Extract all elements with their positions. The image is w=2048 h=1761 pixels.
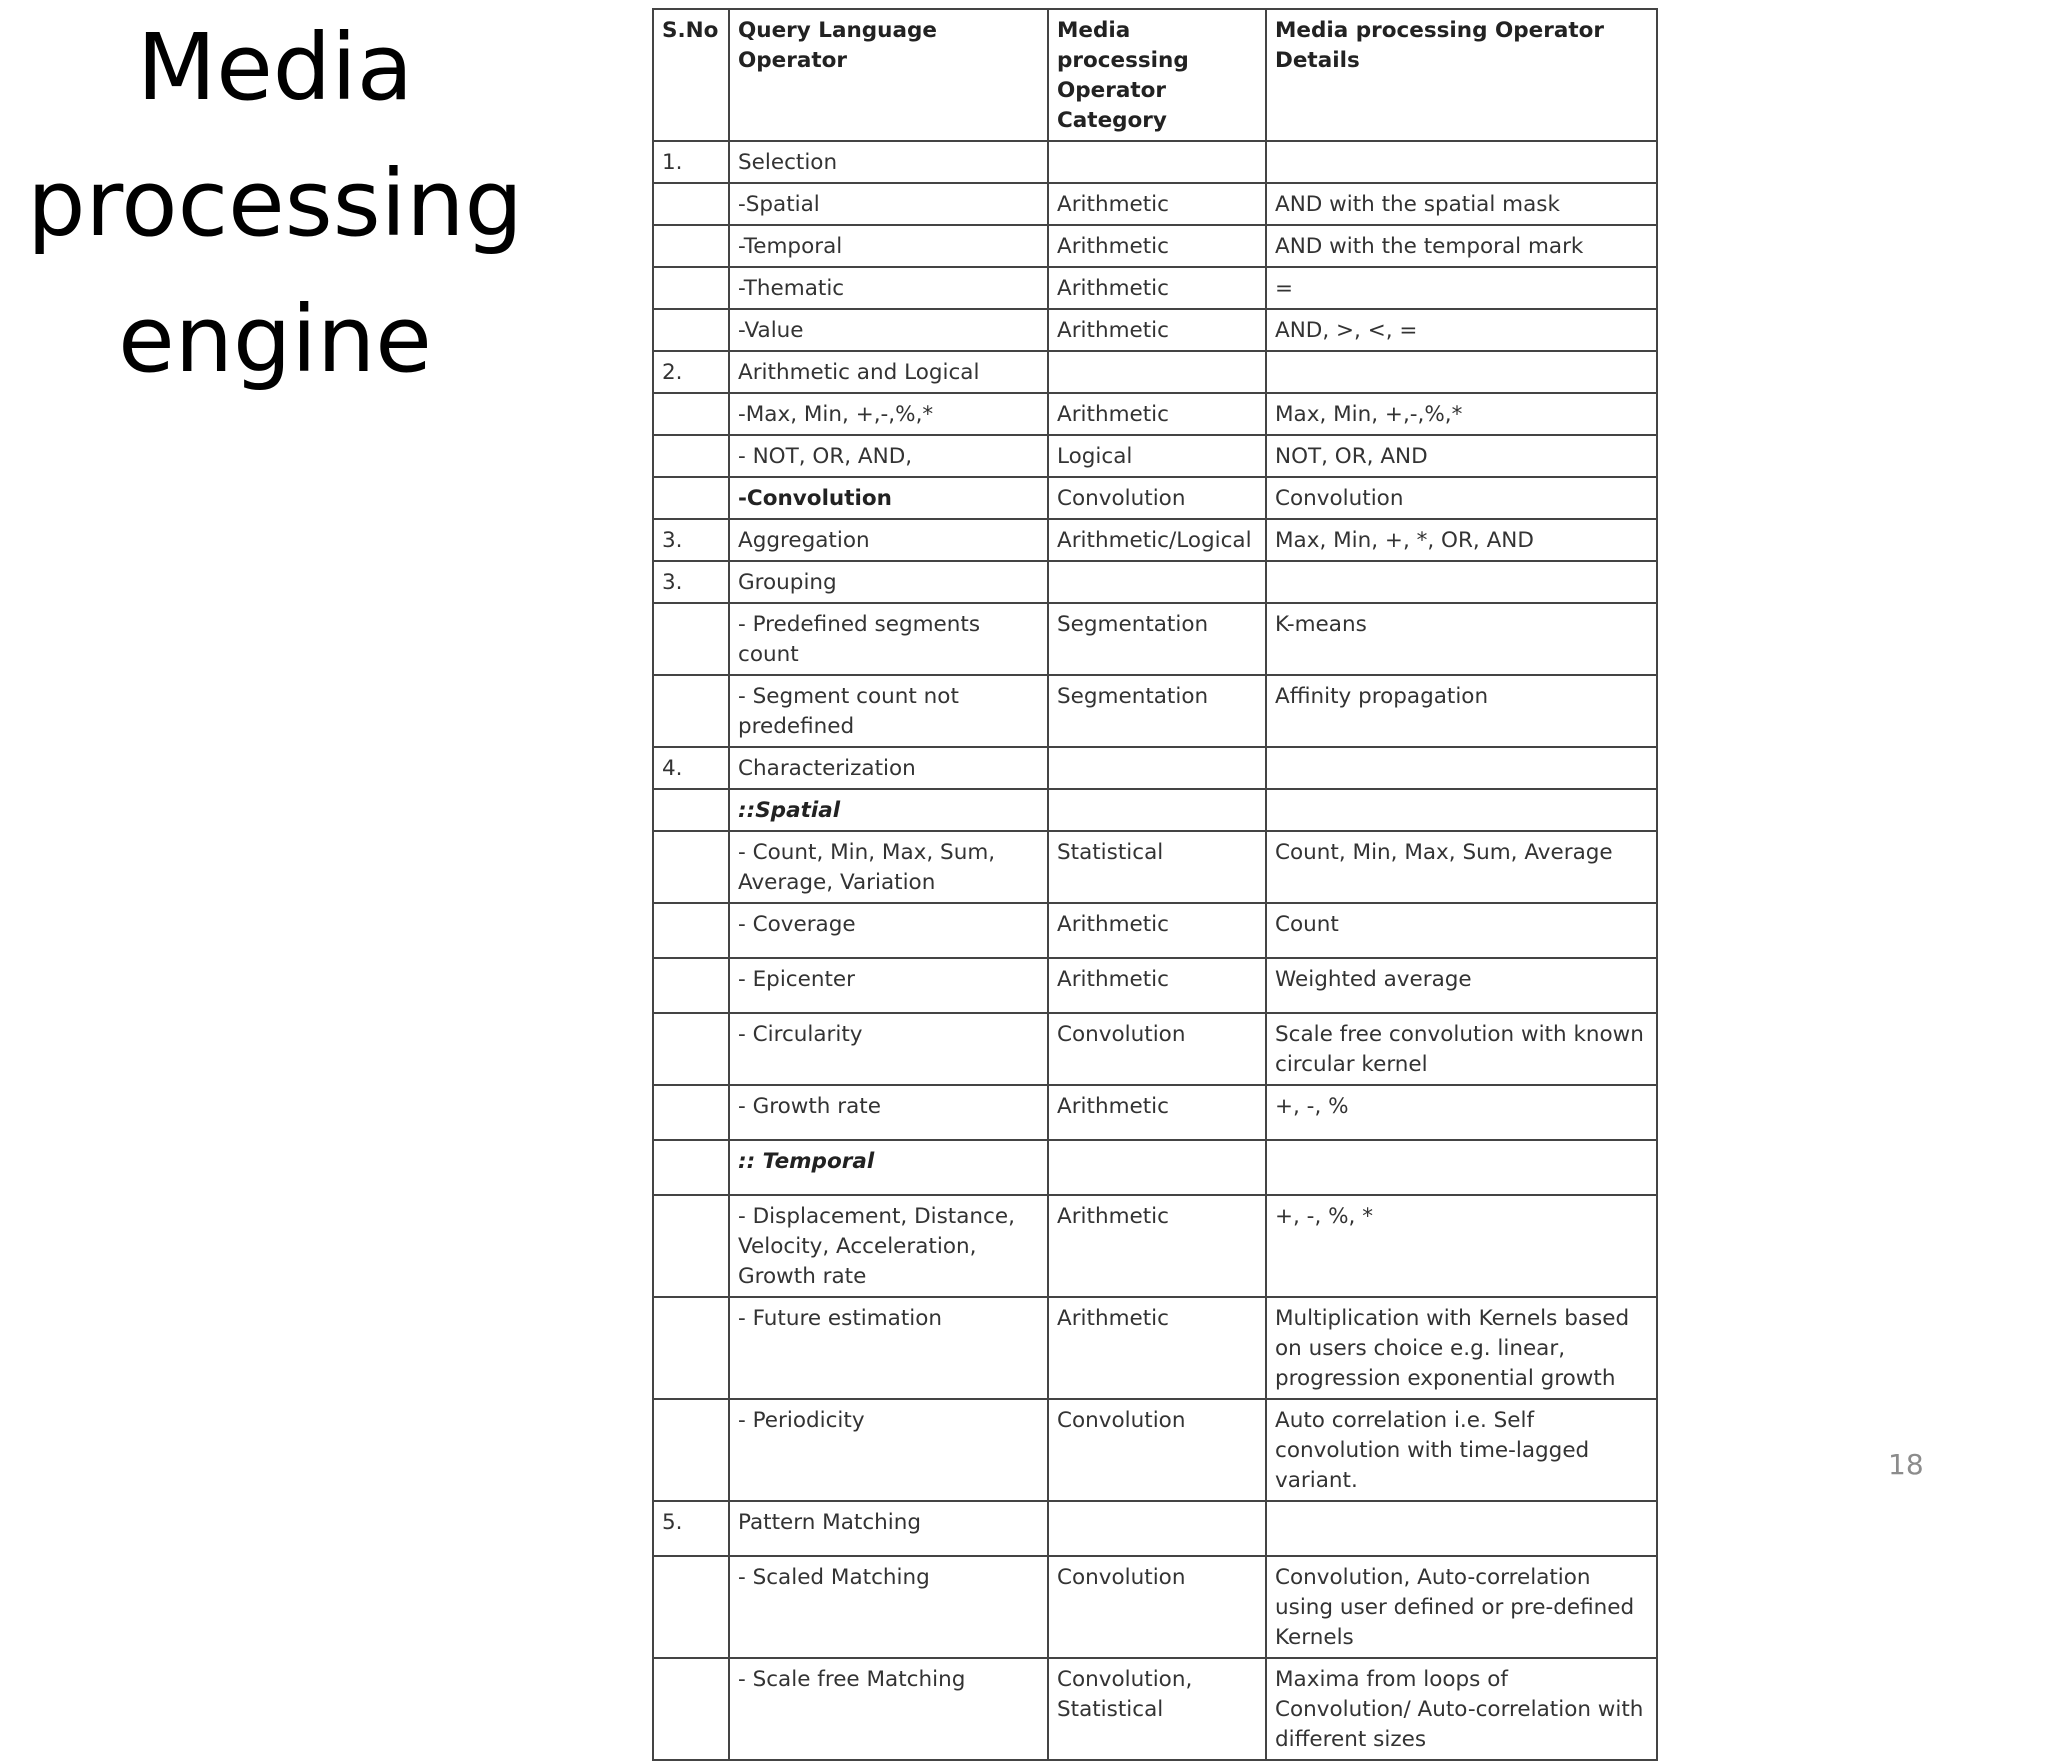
table-row — [653, 603, 1657, 675]
cell-operator: - NOT, OR, AND, — [729, 435, 1048, 477]
cell-sno: 3. — [653, 561, 729, 603]
cell-category — [1048, 351, 1266, 393]
cell-operator: Aggregation — [729, 519, 1048, 561]
cell-operator: - Displacement, Distance, Velocity, Acceleration, Growth rate — [729, 1195, 1048, 1297]
cell-operator: Characterization — [729, 747, 1048, 789]
header-query-operator: Query Language Operator — [729, 9, 1048, 141]
table-row — [653, 477, 1657, 519]
cell-category: Convolution — [1048, 1556, 1266, 1658]
table-row — [653, 141, 1657, 183]
cell-operator: - Segment count not predefined — [729, 675, 1048, 747]
table-row — [653, 351, 1657, 393]
cell-operator: :: Temporal — [729, 1140, 1048, 1195]
cell-category: Logical — [1048, 435, 1266, 477]
cell-operator: - Coverage — [729, 903, 1048, 958]
cell-details: Max, Min, +, *, OR, AND — [1266, 519, 1657, 561]
cell-sno — [653, 435, 729, 477]
cell-sno — [653, 831, 729, 903]
table-header-row — [653, 9, 1657, 141]
header-operator-details: Media processing Operator Details — [1266, 9, 1657, 141]
cell-details: Maxima from loops of Convolution/ Auto-correlation with different sizes — [1266, 1658, 1657, 1760]
table-row — [653, 267, 1657, 309]
cell-details: Count — [1266, 903, 1657, 958]
table-row — [653, 225, 1657, 267]
table-row — [653, 1556, 1657, 1658]
cell-sno — [653, 309, 729, 351]
cell-sno — [653, 1399, 729, 1501]
cell-category: Convolution, Statistical — [1048, 1658, 1266, 1760]
cell-category — [1048, 1501, 1266, 1556]
table-row — [653, 1140, 1657, 1195]
cell-category: Convolution — [1048, 1399, 1266, 1501]
cell-details: AND with the temporal mark — [1266, 225, 1657, 267]
cell-details: K-means — [1266, 603, 1657, 675]
cell-sno — [653, 477, 729, 519]
cell-category: Arithmetic — [1048, 958, 1266, 1013]
page-number: 18 — [1888, 1448, 1924, 1481]
cell-sno — [653, 1013, 729, 1085]
cell-details: Max, Min, +,-,%,* — [1266, 393, 1657, 435]
cell-details — [1266, 561, 1657, 603]
cell-details — [1266, 1501, 1657, 1556]
cell-operator: ::Spatial — [729, 789, 1048, 831]
cell-operator: -Value — [729, 309, 1048, 351]
cell-details: Affinity propagation — [1266, 675, 1657, 747]
cell-details — [1266, 1140, 1657, 1195]
header-operator-category: Media processing Operator Category — [1048, 9, 1266, 141]
cell-sno — [653, 267, 729, 309]
operator-table — [652, 8, 1658, 1761]
table-row — [653, 1399, 1657, 1501]
cell-category: Arithmetic — [1048, 1195, 1266, 1297]
table-row — [653, 747, 1657, 789]
cell-sno — [653, 903, 729, 958]
cell-category — [1048, 141, 1266, 183]
table-row — [653, 309, 1657, 351]
cell-category — [1048, 1140, 1266, 1195]
cell-operator: - Circularity — [729, 1013, 1048, 1085]
table-row — [653, 183, 1657, 225]
table-row — [653, 831, 1657, 903]
cell-details: NOT, OR, AND — [1266, 435, 1657, 477]
cell-category: Arithmetic — [1048, 309, 1266, 351]
cell-details: AND with the spatial mask — [1266, 183, 1657, 225]
cell-details: +, -, %, * — [1266, 1195, 1657, 1297]
table-row — [653, 1195, 1657, 1297]
cell-details — [1266, 747, 1657, 789]
header-sno: S.No — [653, 9, 729, 141]
cell-details — [1266, 351, 1657, 393]
cell-operator: Arithmetic and Logical — [729, 351, 1048, 393]
cell-operator: -Temporal — [729, 225, 1048, 267]
cell-operator: - Predefined segments count — [729, 603, 1048, 675]
cell-category: Arithmetic — [1048, 1297, 1266, 1399]
cell-category: Convolution — [1048, 477, 1266, 519]
cell-operator: -Convolution — [729, 477, 1048, 519]
cell-details — [1266, 141, 1657, 183]
slide-title-line: processing — [27, 150, 523, 257]
cell-sno — [653, 958, 729, 1013]
cell-sno — [653, 183, 729, 225]
cell-sno — [653, 1297, 729, 1399]
table-row — [653, 1297, 1657, 1399]
cell-sno — [653, 393, 729, 435]
cell-details: = — [1266, 267, 1657, 309]
cell-category: Arithmetic — [1048, 225, 1266, 267]
cell-sno: 1. — [653, 141, 729, 183]
table-row — [653, 675, 1657, 747]
cell-details — [1266, 789, 1657, 831]
table-row — [653, 435, 1657, 477]
cell-operator: -Max, Min, +,-,%,* — [729, 393, 1048, 435]
cell-sno: 3. — [653, 519, 729, 561]
table-row — [653, 1658, 1657, 1760]
cell-sno — [653, 603, 729, 675]
cell-category: Segmentation — [1048, 603, 1266, 675]
table-row — [653, 561, 1657, 603]
cell-category: Segmentation — [1048, 675, 1266, 747]
table-row — [653, 958, 1657, 1013]
cell-details: Weighted average — [1266, 958, 1657, 1013]
cell-sno: 5. — [653, 1501, 729, 1556]
cell-details: Count, Min, Max, Sum, Average — [1266, 831, 1657, 903]
table-row — [653, 1501, 1657, 1556]
cell-sno — [653, 789, 729, 831]
cell-operator: Selection — [729, 141, 1048, 183]
slide-title — [10, 0, 540, 408]
operator-table-container — [652, 8, 1656, 1752]
cell-category: Statistical — [1048, 831, 1266, 903]
cell-operator: - Epicenter — [729, 958, 1048, 1013]
table-row — [653, 519, 1657, 561]
cell-details: AND, >, <, = — [1266, 309, 1657, 351]
table-row — [653, 1013, 1657, 1085]
cell-operator: Pattern Matching — [729, 1501, 1048, 1556]
slide-title-line: Media — [136, 14, 414, 121]
cell-operator: - Growth rate — [729, 1085, 1048, 1140]
cell-operator: - Future estimation — [729, 1297, 1048, 1399]
cell-operator: - Periodicity — [729, 1399, 1048, 1501]
cell-operator: -Spatial — [729, 183, 1048, 225]
cell-details: Multiplication with Kernels based on users choice e.g. linear, progression exponential growth — [1266, 1297, 1657, 1399]
cell-details: Auto correlation i.e. Self convolution with time-lagged variant. — [1266, 1399, 1657, 1501]
cell-sno: 4. — [653, 747, 729, 789]
cell-sno — [653, 675, 729, 747]
cell-sno — [653, 1556, 729, 1658]
cell-sno — [653, 1658, 729, 1760]
cell-category: Arithmetic — [1048, 1085, 1266, 1140]
cell-category: Arithmetic — [1048, 267, 1266, 309]
cell-details: Scale free convolution with known circular kernel — [1266, 1013, 1657, 1085]
cell-category — [1048, 747, 1266, 789]
cell-operator: - Scale free Matching — [729, 1658, 1048, 1760]
cell-category: Arithmetic — [1048, 183, 1266, 225]
table-row — [653, 393, 1657, 435]
cell-sno — [653, 1085, 729, 1140]
cell-details: Convolution — [1266, 477, 1657, 519]
cell-category: Convolution — [1048, 1013, 1266, 1085]
cell-sno — [653, 1195, 729, 1297]
cell-operator: - Scaled Matching — [729, 1556, 1048, 1658]
cell-category: Arithmetic/Logical — [1048, 519, 1266, 561]
cell-sno: 2. — [653, 351, 729, 393]
cell-category: Arithmetic — [1048, 393, 1266, 435]
cell-category — [1048, 561, 1266, 603]
table-row — [653, 789, 1657, 831]
cell-operator: - Count, Min, Max, Sum, Average, Variation — [729, 831, 1048, 903]
cell-operator: -Thematic — [729, 267, 1048, 309]
cell-category — [1048, 789, 1266, 831]
table-row — [653, 1085, 1657, 1140]
table-row — [653, 903, 1657, 958]
cell-sno — [653, 1140, 729, 1195]
cell-details: +, -, % — [1266, 1085, 1657, 1140]
cell-operator: Grouping — [729, 561, 1048, 603]
slide-title-line: engine — [118, 286, 432, 393]
cell-sno — [653, 225, 729, 267]
cell-category: Arithmetic — [1048, 903, 1266, 958]
cell-details: Convolution, Auto-correlation using user defined or pre-defined Kernels — [1266, 1556, 1657, 1658]
